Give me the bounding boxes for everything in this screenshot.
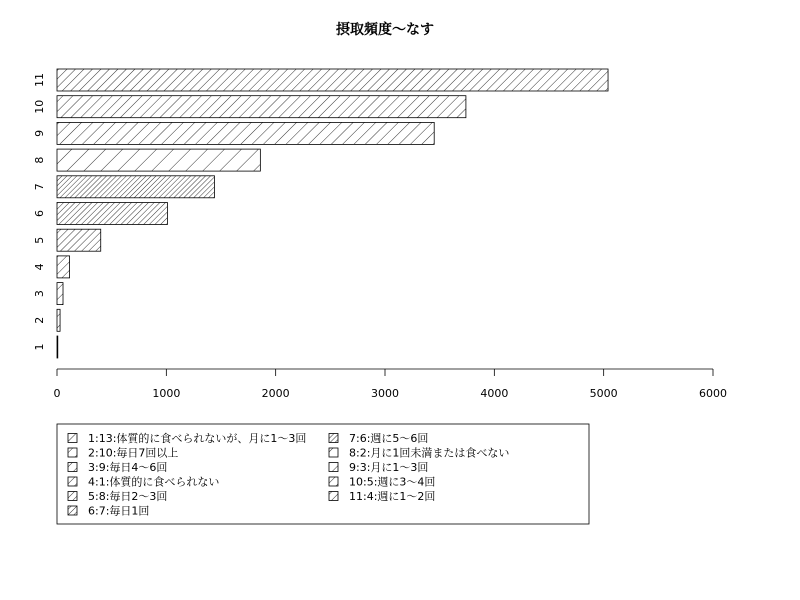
y-tick-label: 5 — [33, 236, 46, 244]
bar-9 — [57, 122, 434, 144]
y-tick-label: 4 — [33, 263, 46, 271]
bar-11 — [57, 69, 608, 91]
bars-group — [57, 69, 608, 358]
y-tick-label: 6 — [33, 210, 46, 217]
x-tick-label: 2000 — [261, 387, 290, 400]
legend — [57, 424, 589, 524]
bar-7 — [57, 176, 214, 198]
legend-swatch — [329, 448, 338, 457]
y-tick-label: 1 — [33, 343, 46, 351]
legend-swatch — [68, 434, 77, 443]
y-axis — [33, 73, 46, 351]
legend-label: 2:10:毎日7回以上 — [88, 446, 179, 460]
bar-6 — [57, 203, 167, 225]
legend-swatch — [329, 477, 338, 486]
x-tick-label: 3000 — [371, 387, 399, 400]
legend-swatch — [68, 463, 77, 472]
y-tick-label: 2 — [33, 316, 46, 324]
legend-label: 9:3:月に1〜3回 — [349, 461, 429, 474]
legend-label: 10:5:週に3〜4回 — [349, 475, 436, 489]
legend-swatch — [329, 463, 338, 472]
x-tick-label: 0 — [53, 387, 61, 400]
bar-10 — [57, 96, 466, 118]
y-tick-label: 11 — [33, 73, 46, 87]
legend-swatch — [68, 477, 77, 486]
legend-swatch — [68, 448, 77, 457]
y-tick-label: 3 — [33, 290, 46, 298]
legend-label: 1:13:体質的に食べられないが、月に1〜3回 — [88, 432, 307, 445]
legend-swatch — [68, 492, 77, 501]
legend-label: 3:9:毎日4〜6回 — [88, 461, 168, 474]
legend-label: 6:7:毎日1回 — [88, 504, 150, 518]
legend-swatch — [329, 492, 338, 501]
x-tick-label: 5000 — [589, 387, 618, 400]
chart-title: 摂取頻度〜なす — [336, 22, 434, 38]
bar-5 — [57, 229, 101, 251]
legend-label: 11:4:週に1〜2回 — [349, 490, 436, 503]
legend-label: 7:6:週に5〜6回 — [349, 432, 429, 445]
bar-4 — [57, 256, 70, 278]
legend-label: 4:1:体質的に食べられない — [88, 475, 220, 489]
legend-label: 8:2:月に1回未満または食べない — [349, 446, 510, 460]
bar-2 — [57, 309, 60, 331]
bar-8 — [57, 149, 260, 171]
bar-3 — [57, 283, 63, 305]
x-tick-label: 1000 — [152, 387, 181, 400]
legend-label: 5:8:毎日2〜3回 — [88, 490, 168, 503]
y-tick-label: 9 — [33, 129, 46, 137]
y-tick-label: 10 — [33, 99, 46, 114]
y-tick-label: 8 — [33, 156, 46, 164]
x-tick-label: 6000 — [699, 387, 727, 400]
bar-1 — [57, 336, 58, 358]
legend-swatch — [329, 434, 338, 443]
legend-swatch — [68, 506, 77, 515]
x-axis — [54, 369, 728, 400]
y-tick-label: 7 — [33, 183, 46, 191]
x-tick-label: 4000 — [480, 387, 509, 400]
